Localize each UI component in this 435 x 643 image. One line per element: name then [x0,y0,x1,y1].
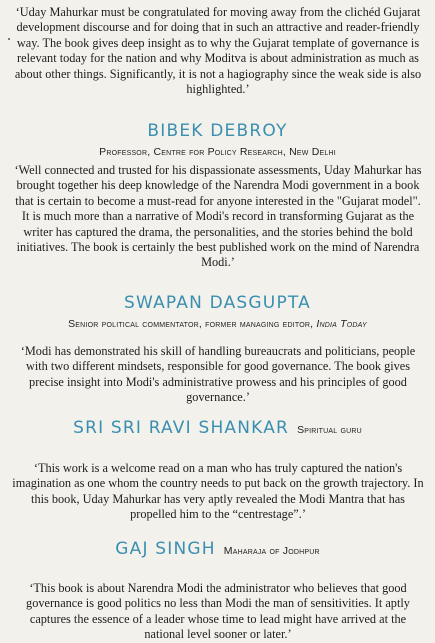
testimonial-quote-2: ‘Well connected and trusted for his dispassionate assessments, Uday Mahurkar has brought together his deep knowledge of the Narendra Modi government in a book that is certain to become a must-read for anyone interested in the "Gujarat model". It is much more than a narrative of Modi's record in transforming Gujarat as the writer has captured the drama, the personalities, and the stories behind the bold initiatives. The book is certainly the best published work on the mind of Narendra Modi.’ [14,163,422,270]
testimonial-credential-1: Professor, Centre for Policy Research, New Delhi [99,146,336,158]
print-speck [8,38,10,40]
testimonial-quote-1: ‘Uday Mahurkar must be congratulated for moving away from the clichéd Gujarat development discourse and for doing that in such an attractive and reader-friendly way. The book gives deep insight as to why the Gujarat template of governance is relevant today for the nation and why Moditva is about administration as much as about other things. Significantly, it is not a hagiography since the weak side is also highlighted.’ [14,5,422,97]
testimonial-quote-3: ‘Modi has demonstrated his skill of handling bureaucrats and politicians, people with two different mindsets, responsible for good governance. The book gives precise insight into Modi's administrative prowess and his principles of good governance.’ [20,344,416,405]
testimonial-credential-2 [0,318,435,330]
testimonial-credential-4: Maharaja of Jodhpur [223,545,320,557]
testimonial-byline-3 [0,418,435,438]
testimonial-credential-2-text: Senior political commentator, former managing editor, [68,318,314,330]
testimonial-author-1: BIBEK DEBROY [147,121,288,141]
testimonial-credential-2-publication: India Today [316,318,367,330]
testimonial-quote-5: ‘This book is about Narendra Modi the administrator who believes that good governance is good politics no less than Modi the man of sensitivities. It aptly captures the essence of a leader whose time to lead might have arrived at the national level sooner or later.’ [26,581,410,642]
testimonial-byline-4 [0,539,435,559]
testimonial-quote-4: ‘This work is a welcome read on a man who has truly captured the nation's imagination as one whom the country needs to put back on the growth trajectory. In this book, Uday Mahurkar has very aptly revealed the Modi Mantra that has propelled him to the “centrestage”.’ [12,461,424,522]
testimonial-author-4: GAJ SINGH [115,539,216,559]
testimonial-author-3: SRI SRI RAVI SHANKAR [73,418,290,438]
testimonial-author-2: SWAPAN DASGUPTA [124,293,311,313]
testimonial-credential-3: Spiritual guru [297,424,362,436]
